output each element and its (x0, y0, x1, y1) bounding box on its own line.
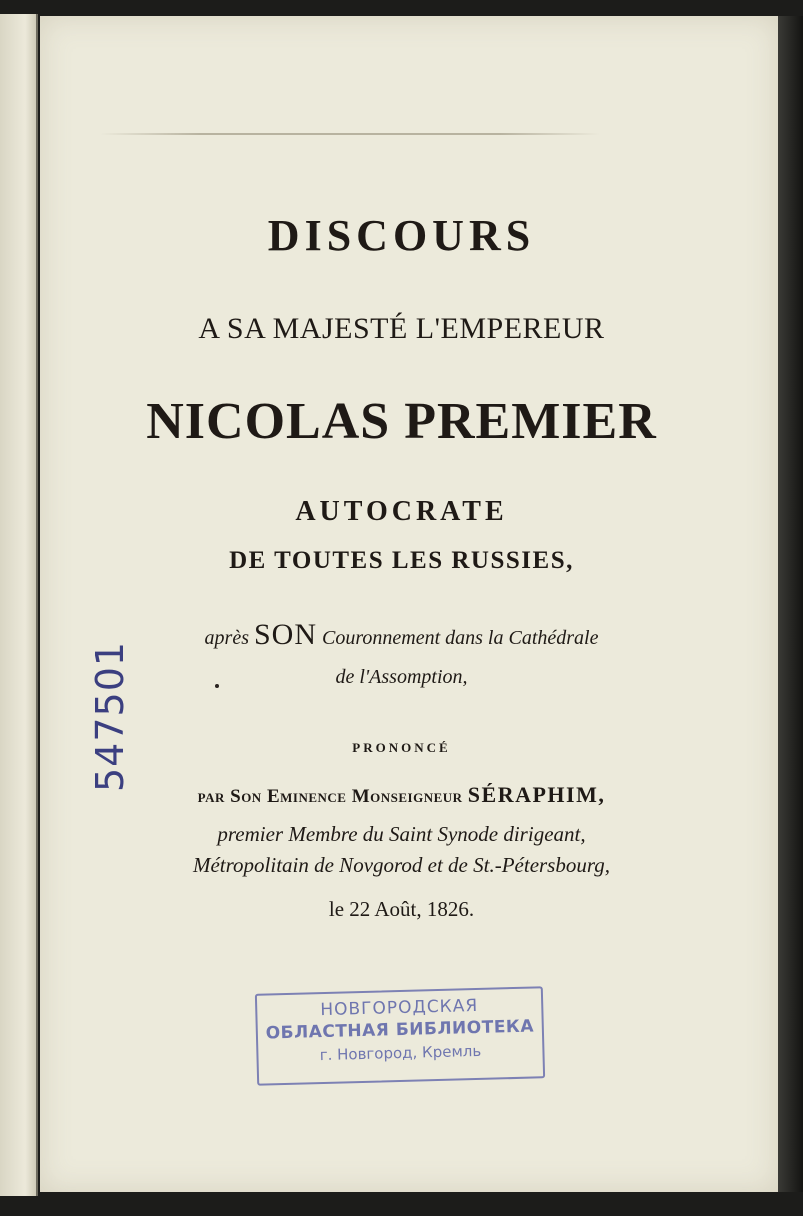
title-emperor-name: NICOLAS PREMIER (146, 393, 657, 450)
occasion-prefix: après (204, 627, 249, 649)
author-see: Métropolitain de Novgorod et de St.-Pétersbourg, (192, 853, 611, 877)
call-number-text: 547501 (88, 640, 132, 792)
facing-page-edge (0, 14, 38, 1196)
author-prefix: par Son Eminence Monseigneur (197, 786, 463, 807)
title-autocrate: AUTOCRATE (295, 496, 508, 527)
stamp-line-1: НОВГОРОДСКАЯ (320, 995, 479, 1021)
stamp-line-2: ОБЛАСТНАЯ БИБЛИОТЕКА (265, 1016, 535, 1044)
occasion-son: SON (253, 618, 317, 651)
title-discours: DISCOURS (267, 211, 536, 260)
author-name: SÉRAPHIM, (467, 782, 606, 807)
library-stamp (255, 986, 545, 1086)
stamp-line-3: г. Новгород, Кремль (319, 1041, 482, 1065)
book-edge-shadow (778, 16, 803, 1192)
occasion-line-2: de l'Assomption, (335, 666, 468, 688)
title-russies: DE TOUTES LES RUSSIES, (229, 547, 574, 574)
date-line: le 22 Août, 1826. (328, 897, 475, 921)
title-dedication: A SA MAJESTÉ L'EMPEREUR (198, 312, 605, 345)
prononce-label: PRONONCÉ (352, 740, 451, 755)
handwritten-call-number (88, 580, 132, 792)
author-role: premier Membre du Saint Synode dirigeant, (217, 822, 586, 846)
top-rule (100, 133, 600, 135)
occasion-suffix: Couronnement dans la Cathédrale (322, 627, 599, 649)
